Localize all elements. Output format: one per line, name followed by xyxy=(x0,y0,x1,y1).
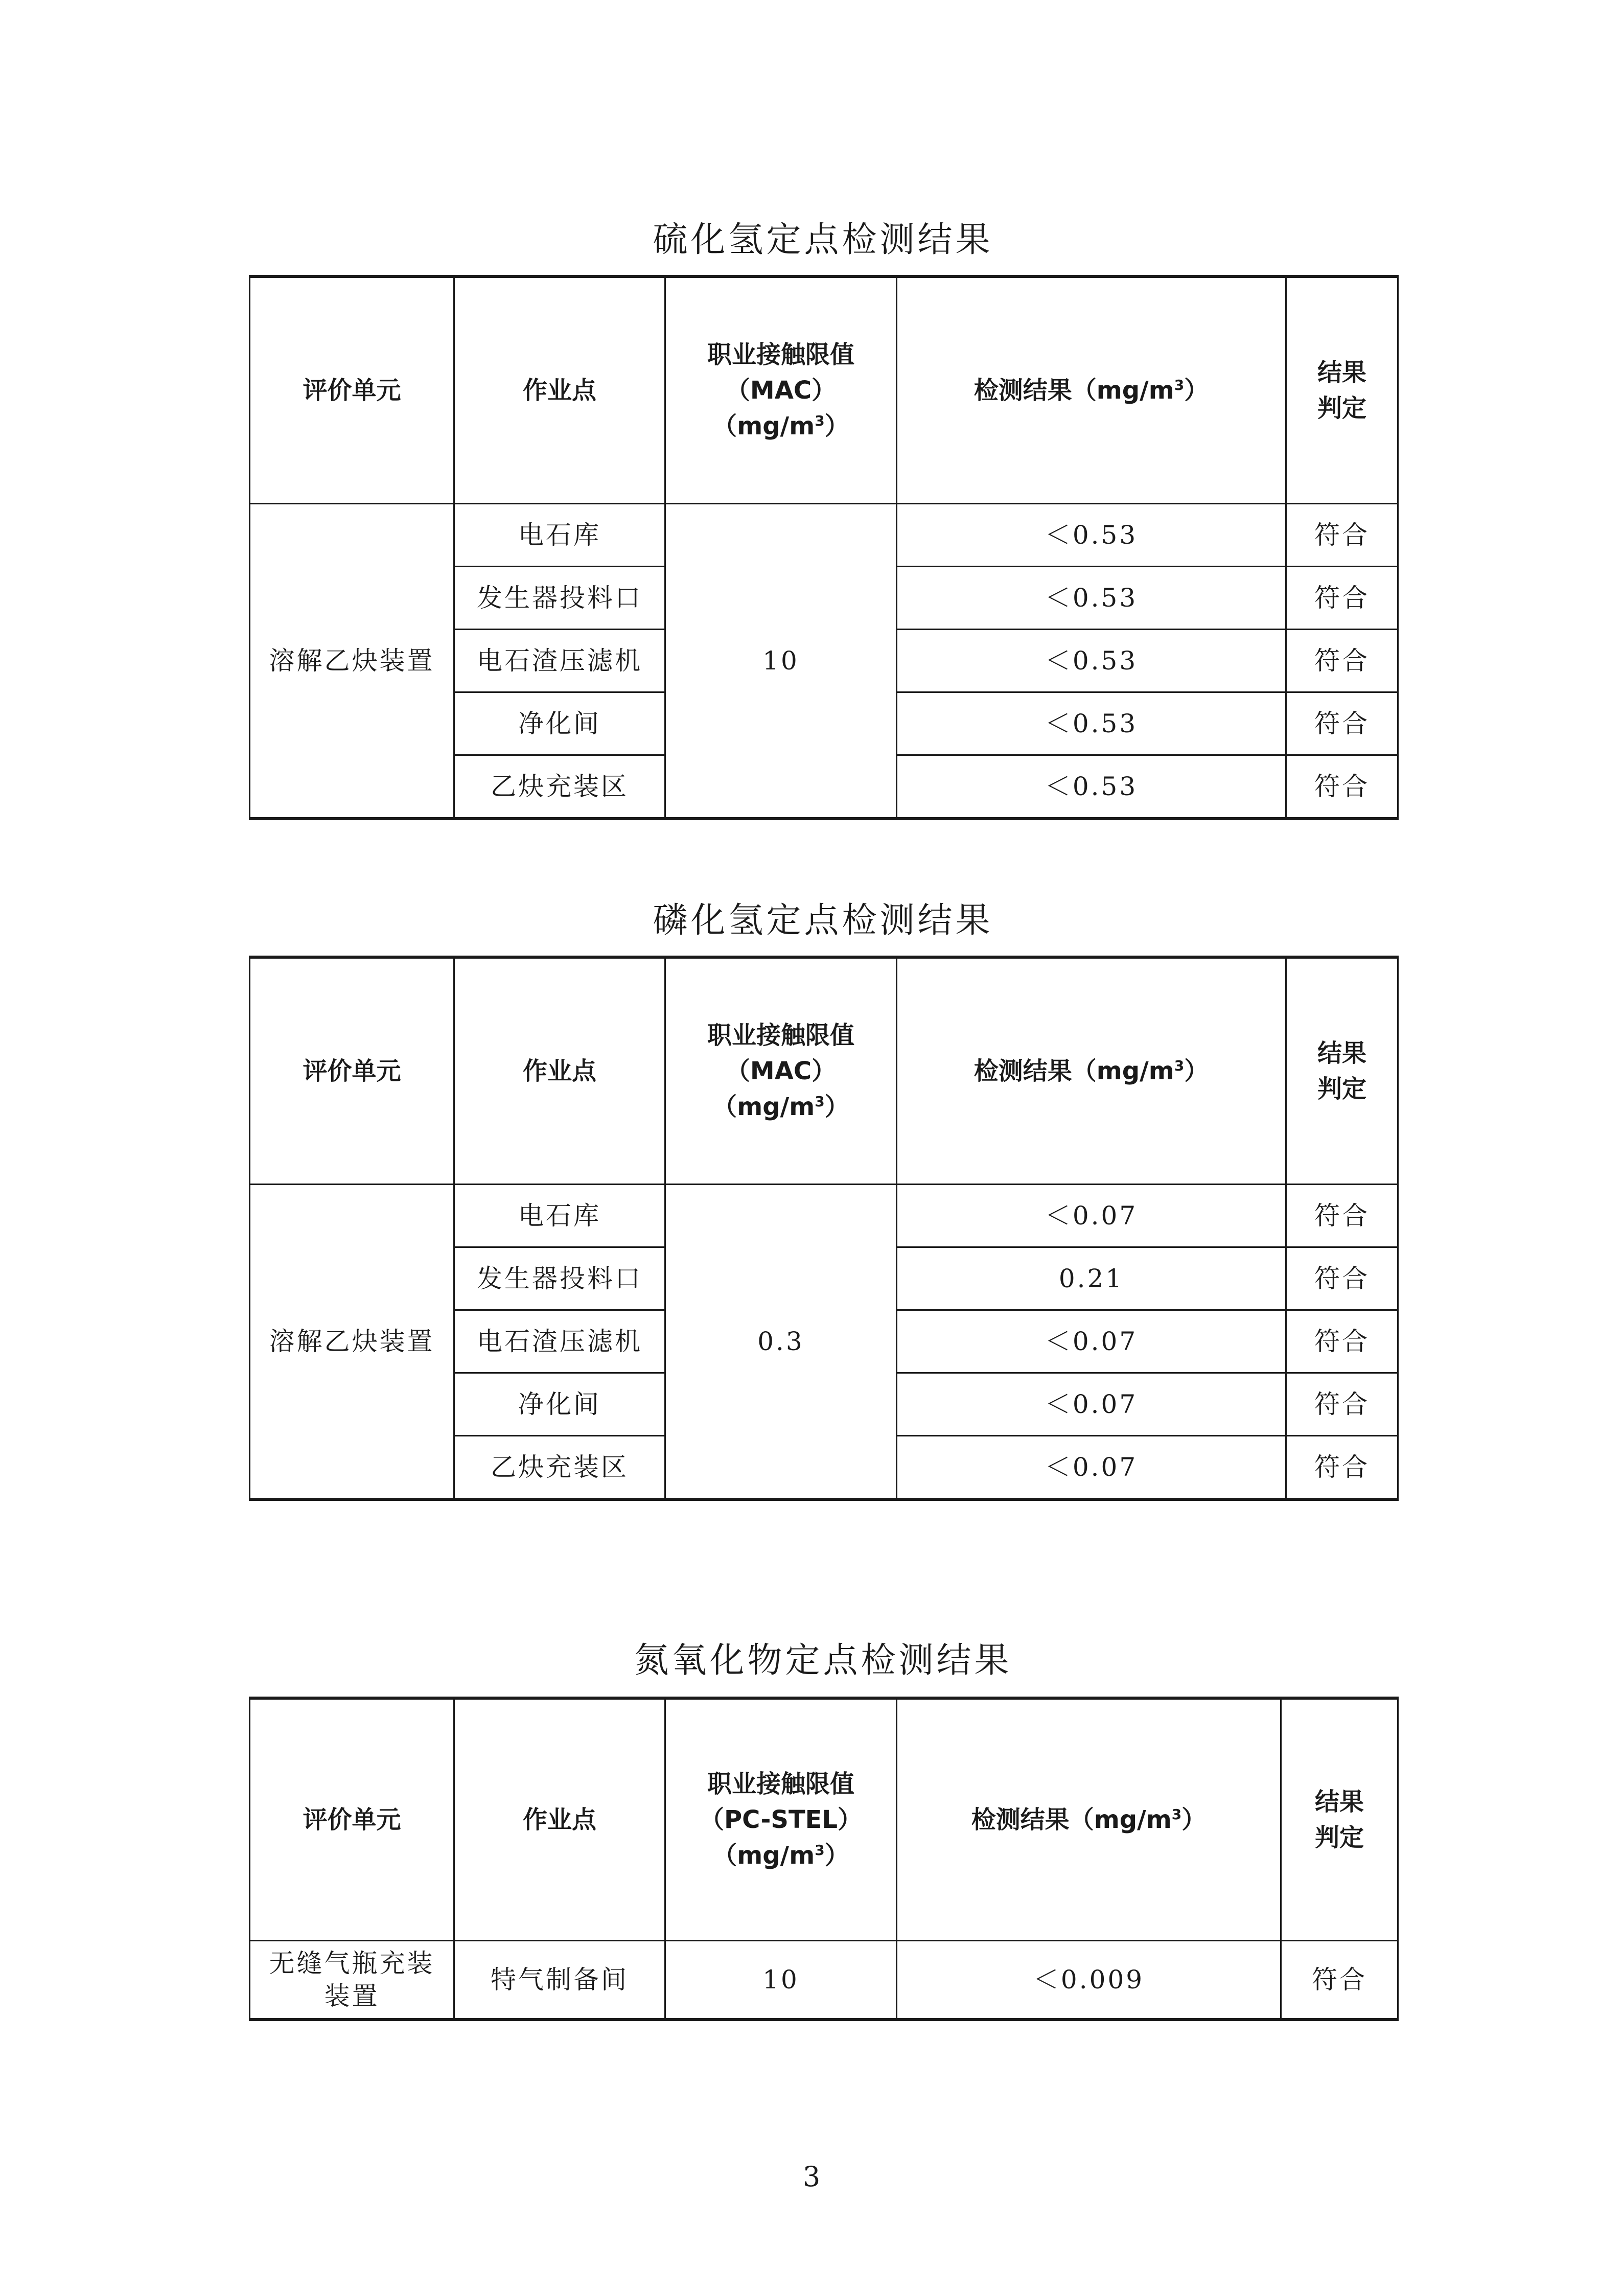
cell-verdict: 符合 xyxy=(1286,1373,1398,1436)
cell-result: ＜0.07 xyxy=(897,1436,1286,1500)
table-3-caption: 氮氧化物定点检测结果 xyxy=(634,1640,1012,1681)
cell-limit: 10 xyxy=(665,1941,897,2020)
table-1 xyxy=(249,275,1399,820)
cell-point: 乙炔充装区 xyxy=(454,1436,665,1500)
cell-verdict: 符合 xyxy=(1286,567,1398,630)
cell-result: 0.21 xyxy=(897,1247,1286,1310)
table-row xyxy=(250,504,1398,567)
header-limit: 职业接触限值 $(MAC)(mg/m^3)$ xyxy=(665,276,897,504)
cell-point: 乙炔充装区 xyxy=(454,755,665,819)
cell-point: 净化间 xyxy=(454,692,665,755)
header-unit: 评价单元 xyxy=(250,1698,454,1941)
cell-unit: 无缝气瓶充装 装置 xyxy=(250,1941,454,2020)
cell-limit: 10 xyxy=(665,504,897,819)
header-unit: 评价单元 xyxy=(250,957,454,1185)
cell-point: 特气制备间 xyxy=(454,1941,665,2020)
table-1-caption: 硫化氢定点检测结果 xyxy=(653,220,993,260)
header-point: 作业点 xyxy=(454,957,665,1185)
cell-result: ＜0.07 xyxy=(897,1310,1286,1373)
cell-limit: 0.3 xyxy=(665,1185,897,1500)
cell-verdict: 符合 xyxy=(1286,1185,1398,1247)
cell-verdict: 符合 xyxy=(1286,630,1398,692)
cell-unit: 溶解乙炔装置 xyxy=(250,504,454,819)
cell-point: 发生器投料口 xyxy=(454,567,665,630)
header-result: 检测结果$(mg/m^3)$ xyxy=(897,957,1286,1185)
table-3 xyxy=(249,1697,1399,2021)
table-header-row xyxy=(250,957,1398,1185)
cell-result: ＜0.07 xyxy=(897,1373,1286,1436)
table-row xyxy=(250,1185,1398,1247)
cell-verdict: 符合 xyxy=(1281,1941,1398,2020)
cell-verdict: 符合 xyxy=(1286,504,1398,567)
table-2-caption: 磷化氢定点检测结果 xyxy=(653,900,993,941)
cell-point: 电石库 xyxy=(454,1185,665,1247)
cell-result: ＜0.53 xyxy=(897,692,1286,755)
cell-unit: 溶解乙炔装置 xyxy=(250,1185,454,1500)
header-limit: 职业接触限值 $(MAC)(mg/m^3)$ xyxy=(665,957,897,1185)
page-number: 3 xyxy=(802,2161,821,2193)
cell-point: 电石渣压滤机 xyxy=(454,1310,665,1373)
header-result: 检测结果$(mg/m^3)$ xyxy=(897,1698,1281,1941)
cell-point: 电石库 xyxy=(454,504,665,567)
cell-verdict: 符合 xyxy=(1286,1436,1398,1500)
cell-verdict: 符合 xyxy=(1286,755,1398,819)
cell-point: 发生器投料口 xyxy=(454,1247,665,1310)
cell-result: ＜0.009 xyxy=(897,1941,1281,2020)
header-unit: 评价单元 xyxy=(250,276,454,504)
cell-result: ＜0.07 xyxy=(897,1185,1286,1247)
cell-result: ＜0.53 xyxy=(897,755,1286,819)
cell-verdict: 符合 xyxy=(1286,692,1398,755)
header-verdict: 结果 判定 xyxy=(1286,957,1398,1185)
table-row xyxy=(250,1941,1398,2020)
cell-result: ＜0.53 xyxy=(897,630,1286,692)
table-header-row xyxy=(250,1698,1398,1941)
cell-result: ＜0.53 xyxy=(897,567,1286,630)
table-header-row xyxy=(250,276,1398,504)
header-point: 作业点 xyxy=(454,1698,665,1941)
cell-verdict: 符合 xyxy=(1286,1310,1398,1373)
header-verdict: 结果 判定 xyxy=(1286,276,1398,504)
header-verdict: 结果 判定 xyxy=(1281,1698,1398,1941)
header-limit: 职业接触限值 （PC-STEL） $(mg/m^3)$ xyxy=(665,1698,897,1941)
cell-point: 电石渣压滤机 xyxy=(454,630,665,692)
cell-verdict: 符合 xyxy=(1286,1247,1398,1310)
cell-point: 净化间 xyxy=(454,1373,665,1436)
table-2 xyxy=(249,956,1399,1501)
header-point: 作业点 xyxy=(454,276,665,504)
cell-result: ＜0.53 xyxy=(897,504,1286,567)
header-result: 检测结果$(mg/m^3)$ xyxy=(897,276,1286,504)
